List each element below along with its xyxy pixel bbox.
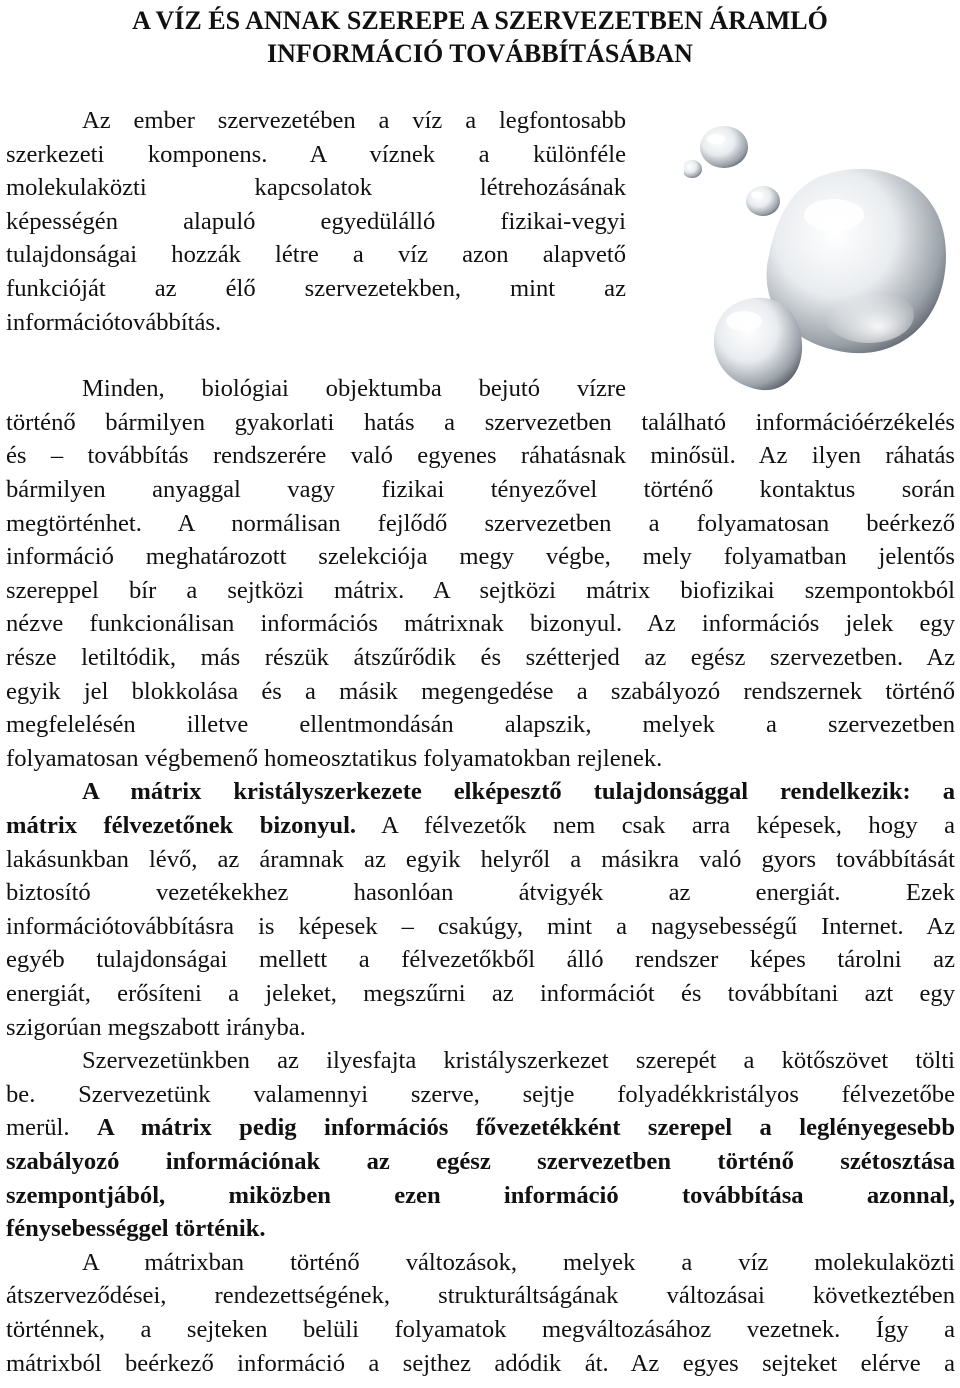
text-run: történő bármilyen gyakorlati hatás a szervezetben található információérzékelés xyxy=(6,409,955,436)
text-line xyxy=(6,1011,955,1044)
bold-text: szempontjából, miközben ezen információ továbbítása azonnal, xyxy=(6,1182,955,1209)
text-line xyxy=(6,843,955,876)
small-drop-3 xyxy=(746,186,780,216)
text-run: nézve funkcionálisan információs mátrixnak bizonyul. Az információs jelek egy xyxy=(6,610,955,637)
bold-text: mátrix félvezetőnek bizonyul. xyxy=(6,812,357,839)
text-line xyxy=(82,1246,955,1279)
text-line xyxy=(6,675,955,708)
text-line xyxy=(6,138,626,171)
text-run: be. Szervezetünk valamennyi szerve, sejtje folyadékkristályos félvezetőbe xyxy=(6,1081,955,1108)
text-line xyxy=(82,104,626,137)
text-run: molekulaközti kapcsolatok létrehozásának xyxy=(6,174,626,201)
text-line xyxy=(6,171,626,204)
bold-text: szabályozó információnak az egész szervezetben történő szétosztása xyxy=(6,1148,955,1175)
text-run: szerkezeti komponens. A víznek a különféle xyxy=(6,141,626,168)
text-line xyxy=(6,1078,955,1111)
text-run: A félvezetők nem csak arra képesek, hogy a xyxy=(356,812,955,839)
title-line-1: A VÍZ ÉS ANNAK SZEREPE A SZERVEZETBEN ÁRAMLÓ xyxy=(132,6,828,35)
text-line xyxy=(6,708,955,741)
text-run: energiát, erősíteni a jeleket, megszűrni az információt és továbbítani azt egy xyxy=(6,980,955,1007)
bold-text: A mátrix pedig információs fővezetékként szerepel a leglényegesebb xyxy=(96,1114,955,1141)
bold-text: fénysebességgel történik. xyxy=(6,1215,266,1242)
text-line xyxy=(6,1145,955,1178)
text-line xyxy=(6,1313,955,1346)
text-line xyxy=(6,977,955,1010)
text-line xyxy=(82,1044,955,1077)
text-line xyxy=(6,1111,955,1144)
text-line xyxy=(6,943,955,976)
text-run: információ meghatározott szelekciója megy végbe, mely folyamatban jelentős xyxy=(6,543,955,570)
text-run: információtovábbításra is képesek – csakúgy, mint a nagysebességű Internet. Az xyxy=(6,913,955,940)
text-line xyxy=(6,540,955,573)
small-drop-1 xyxy=(700,126,748,168)
text-run: szigorúan megszabott irányba. xyxy=(6,1014,306,1041)
text-line xyxy=(6,238,626,271)
text-run: lakásunkban lévő, az áramnak az egyik helyről a másikra való gyors továbbítását xyxy=(6,846,955,873)
text-line xyxy=(6,1279,955,1312)
text-line xyxy=(6,574,955,607)
text-run: merül. xyxy=(6,1114,97,1141)
text-run: megtörténhet. A normálisan fejlődő szervezetben a folyamatosan beérkező xyxy=(6,510,955,537)
text-run: egyik jel blokkolása és a másik megengedése a szabályozó rendszernek történő xyxy=(6,678,955,705)
text-run: Minden, biológiai objektumba bejutó vízre xyxy=(82,375,626,402)
text-line xyxy=(6,1347,955,1380)
text-run: információtovábbítás. xyxy=(6,309,222,336)
text-line xyxy=(6,910,955,943)
text-line xyxy=(6,507,955,540)
text-run: és – továbbítás rendszerére való egyenes ráhatásnak minősül. Az ilyen ráhatás xyxy=(6,442,955,469)
text-line xyxy=(6,272,626,305)
text-line xyxy=(6,809,955,842)
text-run: biztosító vezetékekhez hasonlóan átvigyék az energiát. Ezek xyxy=(6,879,955,906)
text-line xyxy=(6,1212,955,1245)
text-line xyxy=(6,306,626,339)
text-run: Az ember szervezetében a víz a legfontosabb xyxy=(82,107,626,134)
text-line xyxy=(82,775,955,808)
text-run: része letiltódik, más részük átszűrődik és szétterjed az egész szervezetben. Az xyxy=(6,644,955,671)
text-run: Szervezetünkben az ilyesfajta kristályszerkezet szerepét a kötőszövet tölti xyxy=(82,1047,955,1074)
title-line-2: INFORMÁCIÓ TOVÁBBÍTÁSÁBAN xyxy=(267,39,693,68)
text-run: folyamatosan végbemenő homeosztatikus folyamatokban rejlenek. xyxy=(6,745,663,772)
text-run: történnek, a sejteken belüli folyamatok megváltozásához vezetnek. Így a xyxy=(6,1316,955,1343)
text-run: tulajdonságai hozzák létre a víz azon alapvető xyxy=(6,241,626,268)
text-line xyxy=(6,641,955,674)
text-line xyxy=(82,372,626,405)
text-run: átszerveződései, rendezettségének, strukturáltságának változásai következtében xyxy=(6,1282,955,1309)
text-line xyxy=(6,607,955,640)
text-run: A mátrixban történő változások, melyek a víz molekulaközti xyxy=(82,1249,955,1276)
small-drop-2 xyxy=(684,160,702,178)
text-run: funkcióját az élő szervezetekben, mint az xyxy=(6,275,626,302)
text-run: mátrixból beérkező információ a sejthez adódik át. Az egyes sejteket elérve a xyxy=(6,1350,955,1377)
text-line xyxy=(6,1179,955,1212)
text-run: szereppel bír a sejtközi mátrix. A sejtközi mátrix biofizikai szempontokból xyxy=(6,577,955,604)
text-run: megfelelésén illetve ellentmondásán alapszik, melyek a szervezetben xyxy=(6,711,955,738)
document-title xyxy=(0,4,960,70)
text-run: egyéb tulajdonságai mellett a félvezetőkből álló rendszer képes tárolni az xyxy=(6,946,955,973)
text-line xyxy=(6,439,955,472)
water-drops-illustration xyxy=(684,115,954,400)
text-line xyxy=(6,205,626,238)
text-line xyxy=(6,876,955,909)
medium-drop xyxy=(714,298,802,390)
text-line xyxy=(6,406,955,439)
text-run: bármilyen anyaggal vagy fizikai tényezővel történő kontaktus során xyxy=(6,476,955,503)
text-run: képességén alapuló egyedülálló fizikai-vegyi xyxy=(6,208,626,235)
text-line xyxy=(6,473,955,506)
text-line xyxy=(6,742,955,775)
bold-text: A mátrix kristályszerkezete elképesztő tulajdonsággal rendelkezik: a xyxy=(82,778,955,805)
